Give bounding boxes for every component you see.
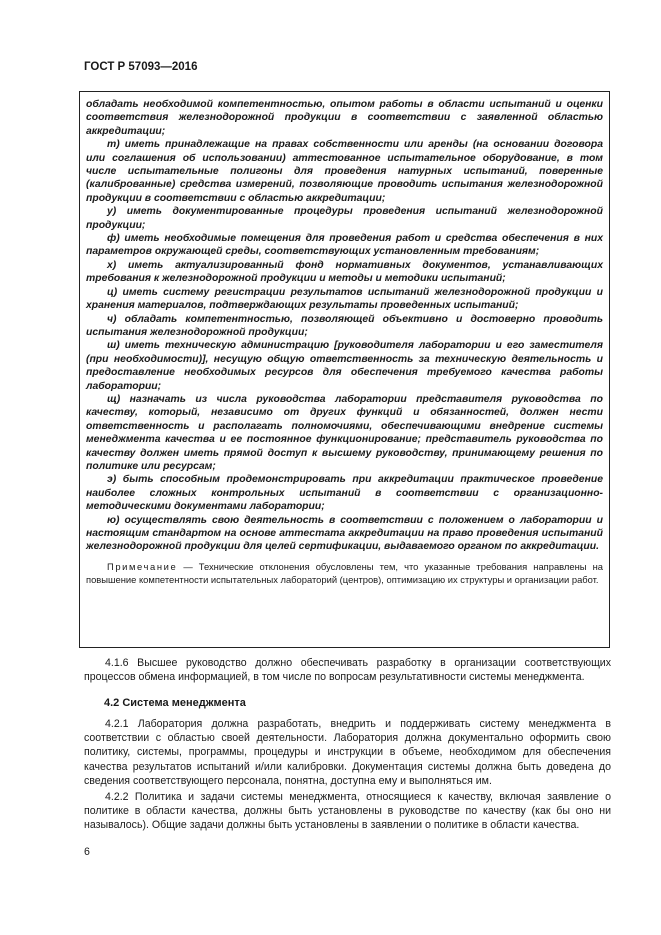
list-item: ц) иметь систему регистрации результатов испытаний железнодорожной продукции и хранения материалов, подтверждающих результаты проведенных испытаний;: [86, 286, 603, 312]
list-item: ш) иметь техническую администрацию [руководителя лаборатории и его заместителя (при необходимости)], несущую общую ответственность за техническую деятельность и предоставление необходимых ресурсов для обеспечения требуемого качества работы лаборатории;: [86, 340, 603, 392]
requirements-box: [79, 91, 610, 648]
paragraph: 4.2.1 Лаборатория должна разработать, внедрить и поддерживать систему менеджмента в соответствии с областью своей деятельности. Лаборатория должна документально оформить свою политику, системы, программы, процедуры и инструкции в объеме, необходимом для обеспечения качества результатов испытаний и/или калибровки. Документация системы должна быть доведена до сведения соответствующего персонала, понятна, доступна ему и выполняться им.: [84, 718, 611, 787]
list-item: у) иметь документированные процедуры проведения испытаний железнодорожной продукции;: [86, 206, 603, 231]
list-item: обладать необходимой компетентностью, опытом работы в области испытаний и оценки соответствия железнодорожной продукции в соответствии с заявленной областью аккредитации;: [86, 99, 603, 137]
list-item: щ) назначать из числа руководства лаборатории представителя руководства по качеству, который, независимо от других функций и обязанностей, должен нести ответственность и располагать полномочиями, обеспечивающими внедрение системы менеджмента качества и ее постоянное функционирование; представитель руководства по качеству должен иметь прямой доступ к высшему руководству, принимающему решения по политике или ресурсам;: [86, 393, 603, 472]
section-heading: 4.2 Система менеджмента: [104, 697, 246, 709]
list-item: т) иметь принадлежащие на правах собственности или аренды (на основании договора или соглашения об использовании) аттестованное испытательное оборудование, в том числе испытательные полигоны для проведения натурных испытаний, поверенные (калиброванные) средства измерений, позволяющие проводить испытания железнодорожной продукции в соответствии с областью аккредитации;: [86, 139, 603, 204]
box-note: [86, 561, 603, 587]
section-body: [84, 717, 611, 833]
note-text: — Технические отклонения обусловлены тем, что указанные требования направлены на повышение компетентности испытательных лабораторий (центров), оптимизацию их структуры и организации работ.: [86, 560, 603, 585]
document-header: ГОСТ Р 57093—2016: [84, 61, 198, 73]
paragraph: 4.1.6 Высшее руководство должно обеспечивать разработку в организации соответствующих процессов обмена информацией, в том числе по вопросам результативности системы менеджмента.: [84, 657, 611, 684]
list-item: х) иметь актуализированный фонд нормативных документов, устанавливающих требования к железнодорожной продукции и методы и методики испытаний;: [86, 259, 603, 285]
page-number: 6: [84, 846, 90, 858]
paragraph: 4.2.2 Политика и задачи системы менеджмента, относящиеся к качеству, включая заявление о политике в области качества, должны быть установлены в руководстве по качеству (как бы оно ни называлось). Общие задачи должны быть установлены в заявлении о политике в области качества.: [84, 791, 611, 832]
note-label: Примечание: [107, 560, 178, 572]
list-item: ч) обладать компетентностью, позволяющей объективно и достоверно проводить испытания железнодорожной продукции;: [86, 313, 603, 338]
list-item: э) быть способным продемонстрировать при аккредитации практическое проведение наиболее сложных контрольных испытаний в соответствии с организационно-методическими документами лаборатории;: [86, 474, 603, 513]
clause-4-1-6: [84, 656, 611, 684]
list-item: ф) иметь необходимые помещения для проведения работ и средства обеспечения в них параметров окружающей среды, соответствующих установленным требованиям;: [86, 233, 603, 258]
requirements-list: [86, 98, 603, 554]
list-item: ю) осуществлять свою деятельность в соответствии с положением о лаборатории и настоящим стандартом на основе аттестата аккредитации на право проведения испытаний железнодорожной продукции для целей сертификации, выдаваемого органом по аккредитации.: [86, 514, 603, 553]
